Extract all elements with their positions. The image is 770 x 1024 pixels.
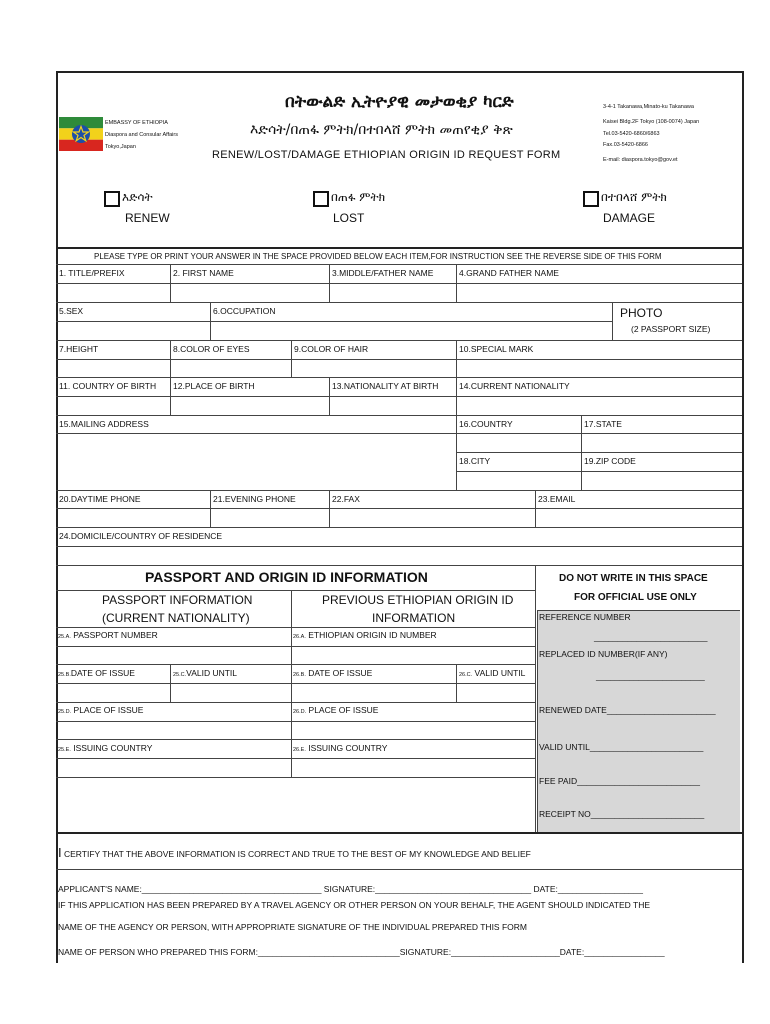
embassy-line-1: EMBASSY OF ETHIOPIA (105, 120, 168, 126)
grandfather-name-label: 4.GRAND FATHER NAME (459, 268, 559, 278)
lost-label: LOST (333, 211, 365, 225)
ethiopia-flag-emblem (59, 117, 103, 151)
instruction-text: PLEASE TYPE OR PRINT YOUR ANSWER IN THE SPACE PROVIDED BELOW EACH ITEM,FOR INSTRUCTION SEE THE REVERSE SIDE OF THIS FORM (94, 252, 662, 261)
title-prefix-label: 1. TITLE/PREFIX (59, 268, 125, 278)
origin-id-issue-date-label: 26.B. DATE OF ISSUE (293, 668, 373, 678)
subtitle-amharic: እድሳት/በጠፋ ምትክ/በተበላሸ ምትክ መጠየቂያ ቅጽ (250, 122, 513, 138)
mailing-address-label: 15.MAILING ADDRESS (59, 419, 149, 429)
contact-line-4: Fax.03-5420-6866 (603, 142, 648, 148)
domicile-label: 24.DOMICILE/COUNTRY OF RESIDENCE (59, 531, 223, 541)
passport-issuing-country-label: 25.E. ISSUING COUNTRY (58, 743, 153, 753)
reference-number-label: REFERENCE NUMBER (539, 612, 631, 622)
evening-phone-label: 21.EVENING PHONE (213, 494, 296, 504)
origin-id-place-of-issue-label: 26.D. PLACE OF ISSUE (293, 705, 379, 715)
damage-checkbox[interactable] (583, 191, 599, 207)
renewed-date-label: RENEWED DATE_______________________ (539, 705, 716, 715)
reference-number-line: ________________________ (594, 632, 708, 642)
nationality-at-birth-label: 13.NATIONALITY AT BIRTH (332, 381, 439, 391)
title-amharic: በትውልድ ኢትዮያዊ መታወቂያ ካርድ (285, 92, 514, 112)
passport-info-header-2: (CURRENT NATIONALITY) (102, 611, 250, 625)
agency-note-line-2: NAME OF THE AGENCY OR PERSON, WITH APPROPRIATE SIGNATURE OF THE INDIVIDUAL PREPARED THIS FORM (58, 922, 527, 932)
passport-issue-date-label: 25.B.DATE OF ISSUE (58, 668, 135, 678)
middle-name-label: 3.MIDDLE/FATHER NAME (332, 268, 434, 278)
sex-label: 5.SEX (59, 306, 84, 316)
state-label: 17.STATE (584, 419, 622, 429)
official-title-1: DO NOT WRITE IN THIS SPACE (559, 573, 708, 584)
place-of-birth-label: 12.PLACE OF BIRTH (173, 381, 255, 391)
daytime-phone-label: 20.DAYTIME PHONE (59, 494, 141, 504)
valid-until-label: VALID UNTIL________________________ (539, 742, 704, 752)
country-of-birth-label: 11. COUNTRY OF BIRTH (59, 381, 157, 391)
passport-valid-until-label: 25.C.VALID UNTIL (173, 668, 238, 678)
origin-id-number-label: 26.A. ETHIOPIAN ORIGIN ID NUMBER (293, 630, 437, 640)
hair-color-label: 9.COLOR OF HAIR (294, 344, 369, 354)
damage-amharic: በተበላሸ ምትክ (601, 190, 667, 204)
contact-line-5: E-mail: diaspora.tokyo@gov.et (603, 157, 678, 163)
agency-note-line-1: IF THIS APPLICATION HAS BEEN PREPARED BY A TRAVEL AGENCY OR OTHER PERSON ON YOUR BEHALF, THE AGENT SHOULD INDICATED THE (58, 900, 651, 910)
photo-size-label: (2 PASSPORT SIZE) (631, 324, 711, 334)
eye-color-label: 8.COLOR OF EYES (173, 344, 250, 354)
contact-line-2: Kaisei Bldg.2F Tokyo (108-0074) Japan (603, 119, 700, 125)
lost-checkbox[interactable] (313, 191, 329, 207)
replaced-id-label: REPLACED ID NUMBER(IF ANY) (539, 649, 668, 659)
origin-id-header-2: INFORMATION (372, 611, 456, 625)
zip-code-label: 19.ZIP CODE (584, 456, 636, 466)
applicant-name-line: APPLICANT'S NAME:______________________________________ SIGNATURE:_________________________________ DATE:__________________ (58, 884, 643, 894)
photo-label: PHOTO (620, 306, 663, 320)
origin-id-header-1: PREVIOUS ETHIOPIAN ORIGIN ID (322, 593, 514, 607)
receipt-no-label: RECEIPT NO________________________ (539, 809, 705, 819)
renew-label: RENEW (125, 211, 170, 225)
divider (56, 247, 742, 249)
city-label: 18.CITY (459, 456, 491, 466)
official-title-2: FOR OFFICIAL USE ONLY (574, 592, 697, 603)
special-mark-label: 10.SPECIAL MARK (459, 344, 534, 354)
passport-place-of-issue-label: 25.D. PLACE OF ISSUE (58, 705, 144, 715)
embassy-line-2: Diaspora and Consular Affairs (105, 132, 178, 138)
renew-amharic: እድሳት (122, 190, 153, 204)
title-english: RENEW/LOST/DAMAGE ETHIOPIAN ORIGIN ID REQUEST FORM (212, 149, 561, 161)
origin-id-valid-until-label: 26.C. VALID UNTIL (459, 668, 526, 678)
preparer-line: NAME OF PERSON WHO PREPARED THIS FORM:______________________________SIGNATURE:_______________________DATE:_________________ (58, 947, 665, 957)
contact-line-3: Tel.03-5420-6860/6863 (603, 131, 660, 137)
certify-statement: I CERTIFY THAT THE ABOVE INFORMATION IS CORRECT AND TRUE TO THE BEST OF MY KNOWLEDGE AND BELIEF (58, 845, 531, 860)
passport-number-label: 25.A. PASSPORT NUMBER (58, 630, 158, 640)
passport-section-title: PASSPORT AND ORIGIN ID INFORMATION (145, 569, 428, 585)
email-label: 23.EMAIL (538, 494, 576, 504)
first-name-label: 2. FIRST NAME (173, 268, 234, 278)
height-label: 7.HEIGHT (59, 344, 99, 354)
current-nationality-label: 14.CURRENT NATIONALITY (459, 381, 570, 391)
replaced-id-line: _______________________ (596, 671, 705, 681)
fee-paid-label: FEE PAID__________________________ (539, 776, 701, 786)
country-label: 16.COUNTRY (459, 419, 513, 429)
renew-checkbox[interactable] (104, 191, 120, 207)
passport-info-header-1: PASSPORT INFORMATION (102, 593, 253, 607)
embassy-line-3: Tokyo,Japan (105, 144, 136, 150)
fax-label: 22.FAX (332, 494, 360, 504)
official-use-area (537, 610, 740, 832)
contact-line-1: 3-4-1 Takanawa,Minato-ku Takanawa (603, 104, 694, 110)
occupation-label: 6.OCCUPATION (213, 306, 276, 316)
damage-label: DAMAGE (603, 211, 656, 225)
lost-amharic: በጠፋ ምትክ (331, 190, 386, 204)
origin-id-issuing-country-label: 26.E. ISSUING COUNTRY (293, 743, 388, 753)
